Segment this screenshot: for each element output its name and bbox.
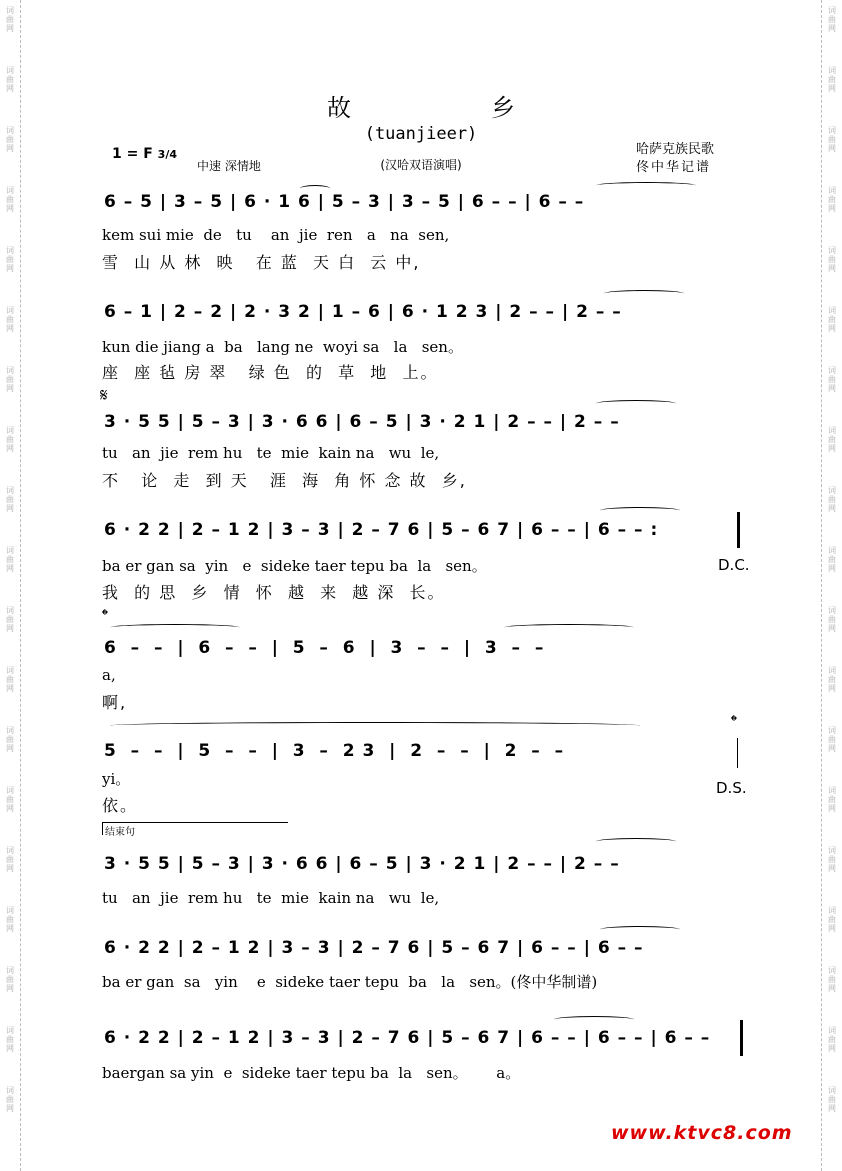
notation-line-1: 6 – 5 | 3 – 5 | 6 · 1 6 | 5 – 3 | 3 – 5 | 6 – – | 6 – – xyxy=(104,192,585,212)
tie-arc xyxy=(604,290,684,297)
dc-mark: D.C. xyxy=(718,556,750,574)
side-watermark-text: 词 曲 网 xyxy=(6,486,14,513)
song-origin: 哈萨克族民歌 xyxy=(636,142,715,157)
left-margin-strip xyxy=(0,0,21,1171)
tempo-marking: 中速 深情地 xyxy=(197,159,261,173)
coda-mark-start: 𝄌 xyxy=(102,606,108,626)
notation-line-4: 6 · 2 2 | 2 – 1 2 | 3 – 3 | 2 – 7 6 | 5 – 6 7 | 6 – – | 6 – – : xyxy=(104,520,659,540)
lyric-line-6-chinese: 依。 xyxy=(102,796,139,815)
side-watermark-text: 词 曲 网 xyxy=(6,126,14,153)
side-watermark-text: 词 曲 网 xyxy=(6,786,14,813)
side-watermark-text: 词 曲 网 xyxy=(6,546,14,573)
side-watermark-text: 词 曲 网 xyxy=(828,366,836,393)
key-signature xyxy=(112,146,177,162)
lyric-line-2-kazakh: kun die jiang a ba lang ne woyi sa la sen。 xyxy=(102,338,463,356)
notation-line-6: 5 – – | 5 – – | 3 – 2 3 | 2 – – | 2 – – xyxy=(104,741,565,761)
notation-line-8: 6 · 2 2 | 2 – 1 2 | 3 – 3 | 2 – 7 6 | 5 – 6 7 | 6 – – | 6 – – xyxy=(104,938,644,958)
side-watermark-text: 词 曲 网 xyxy=(6,666,14,693)
lyric-line-1-chinese: 雪 山 从 林 映 在 蓝 天 白 云 中, xyxy=(102,253,421,272)
song-title: 故乡 xyxy=(327,94,655,122)
tie-arc xyxy=(554,1016,634,1023)
side-watermark-text: 词 曲 网 xyxy=(828,666,836,693)
side-watermark-text: 词 曲 网 xyxy=(828,1026,836,1053)
side-watermark-text: 词 曲 网 xyxy=(6,306,14,333)
side-watermark-text: 词 曲 网 xyxy=(6,246,14,273)
tie-arc xyxy=(300,185,330,192)
lyric-line-4-chinese: 我 的 思 乡 情 怀 越 来 越 深 长。 xyxy=(102,583,446,602)
lyric-line-8-kazakh: ba er gan sa yin e sideke taer tepu ba la sen。(佟中华制谱) xyxy=(102,973,598,991)
side-watermark-text: 词 曲 网 xyxy=(6,186,14,213)
key-text: 1 = F xyxy=(112,146,153,162)
tie-arc xyxy=(110,624,240,631)
lyric-line-3-kazakh: tu an jie rem hu te mie kain na wu le, xyxy=(102,444,440,462)
side-watermark-text: 词 曲 网 xyxy=(828,546,836,573)
notation-line-3: 3 · 5 5 | 5 – 3 | 3 · 6 6 | 6 – 5 | 3 · 2 1 | 2 – – | 2 – – xyxy=(104,412,620,432)
side-watermark-text: 词 曲 网 xyxy=(828,426,836,453)
notation-line-7: 3 · 5 5 | 5 – 3 | 3 · 6 6 | 6 – 5 | 3 · 2 1 | 2 – – | 2 – – xyxy=(104,854,620,874)
side-watermark-text: 词 曲 网 xyxy=(828,966,836,993)
side-watermark-text: 词 曲 网 xyxy=(828,906,836,933)
lyric-line-7-kazakh: tu an jie rem hu te mie kain na wu le, xyxy=(102,889,440,907)
tie-arc xyxy=(504,624,634,631)
tie-arc xyxy=(600,926,680,933)
side-watermark-text: 词 曲 网 xyxy=(828,726,836,753)
tie-arc xyxy=(596,182,696,189)
side-watermark-text: 词 曲 网 xyxy=(6,846,14,873)
song-subtitle: (tuanjieer) xyxy=(364,124,478,144)
side-watermark-text: 词 曲 网 xyxy=(6,726,14,753)
side-watermark-text: 词 曲 网 xyxy=(828,486,836,513)
lyric-line-2-chinese: 座 座 毡 房 翠 绿 色 的 草 地 上。 xyxy=(102,363,439,382)
side-watermark-text: 词 曲 网 xyxy=(828,246,836,273)
side-watermark-text: 词 曲 网 xyxy=(6,966,14,993)
side-watermark-text: 词 曲 网 xyxy=(6,1086,14,1113)
tie-arc xyxy=(596,838,676,845)
final-barline xyxy=(740,1020,743,1056)
tie-arc xyxy=(600,507,680,514)
coda-mark-end: 𝄌 xyxy=(731,712,737,732)
side-watermark-text: 词 曲 网 xyxy=(6,6,14,33)
side-watermark-text: 词 曲 网 xyxy=(828,786,836,813)
notation-line-5: 6 – – | 6 – – | 5 – 6 | 3 – – | 3 – – xyxy=(104,638,545,658)
time-signature: 3/4 xyxy=(157,148,177,161)
performance-note: (汉哈双语演唱) xyxy=(380,158,462,172)
tie-arc xyxy=(596,400,676,407)
side-watermark-text: 词 曲 网 xyxy=(6,66,14,93)
side-watermark-text: 词 曲 网 xyxy=(828,1086,836,1113)
double-barline xyxy=(737,738,738,768)
side-watermark-text: 词 曲 网 xyxy=(828,186,836,213)
lyric-line-6-kazakh: yi。 xyxy=(102,770,131,788)
lyric-line-5-chinese: 啊, xyxy=(102,693,128,712)
notation-line-2: 6 – 1 | 2 – 2 | 2 · 3 2 | 1 – 6 | 6 · 1 2 3 | 2 – – | 2 – – xyxy=(104,302,622,322)
tie-arc xyxy=(110,722,640,729)
ending-bracket xyxy=(102,822,288,838)
transcriber: 佟中华记谱 xyxy=(636,160,712,175)
side-watermark-text: 词 曲 网 xyxy=(828,306,836,333)
notation-line-9: 6 · 2 2 | 2 – 1 2 | 3 – 3 | 2 – 7 6 | 5 – 6 7 | 6 – – | 6 – – | 6 – – xyxy=(104,1028,711,1048)
lyric-line-5-kazakh: a, xyxy=(102,666,116,684)
repeat-end-barline xyxy=(737,512,740,548)
side-watermark-text: 词 曲 网 xyxy=(6,366,14,393)
site-watermark: www.ktvc8.com xyxy=(611,1122,793,1144)
lyric-line-4-kazakh: ba er gan sa yin e sideke taer tepu ba la sen。 xyxy=(102,557,487,575)
ending-label: 结束句 xyxy=(105,827,135,838)
side-watermark-text: 词 曲 网 xyxy=(828,846,836,873)
lyric-line-1-kazakh: kem sui mie de tu an jie ren a na sen, xyxy=(102,226,450,244)
side-watermark-text: 词 曲 网 xyxy=(6,906,14,933)
side-watermark-text: 词 曲 网 xyxy=(6,606,14,633)
side-watermark-text: 词 曲 网 xyxy=(828,606,836,633)
ds-mark: D.S. xyxy=(716,779,747,797)
side-watermark-text: 词 曲 网 xyxy=(828,66,836,93)
right-margin-strip xyxy=(821,0,842,1171)
side-watermark-text: 词 曲 网 xyxy=(6,426,14,453)
side-watermark-text: 词 曲 网 xyxy=(828,126,836,153)
segno-mark: 𝄋 xyxy=(100,385,108,406)
side-watermark-text: 词 曲 网 xyxy=(828,6,836,33)
lyric-line-9-kazakh: baergan sa yin e sideke taer tepu ba la sen。 a。 xyxy=(102,1064,521,1082)
lyric-line-3-chinese: 不 论 走 到 天 涯 海 角 怀 念 故 乡, xyxy=(102,471,467,490)
side-watermark-text: 词 曲 网 xyxy=(6,1026,14,1053)
